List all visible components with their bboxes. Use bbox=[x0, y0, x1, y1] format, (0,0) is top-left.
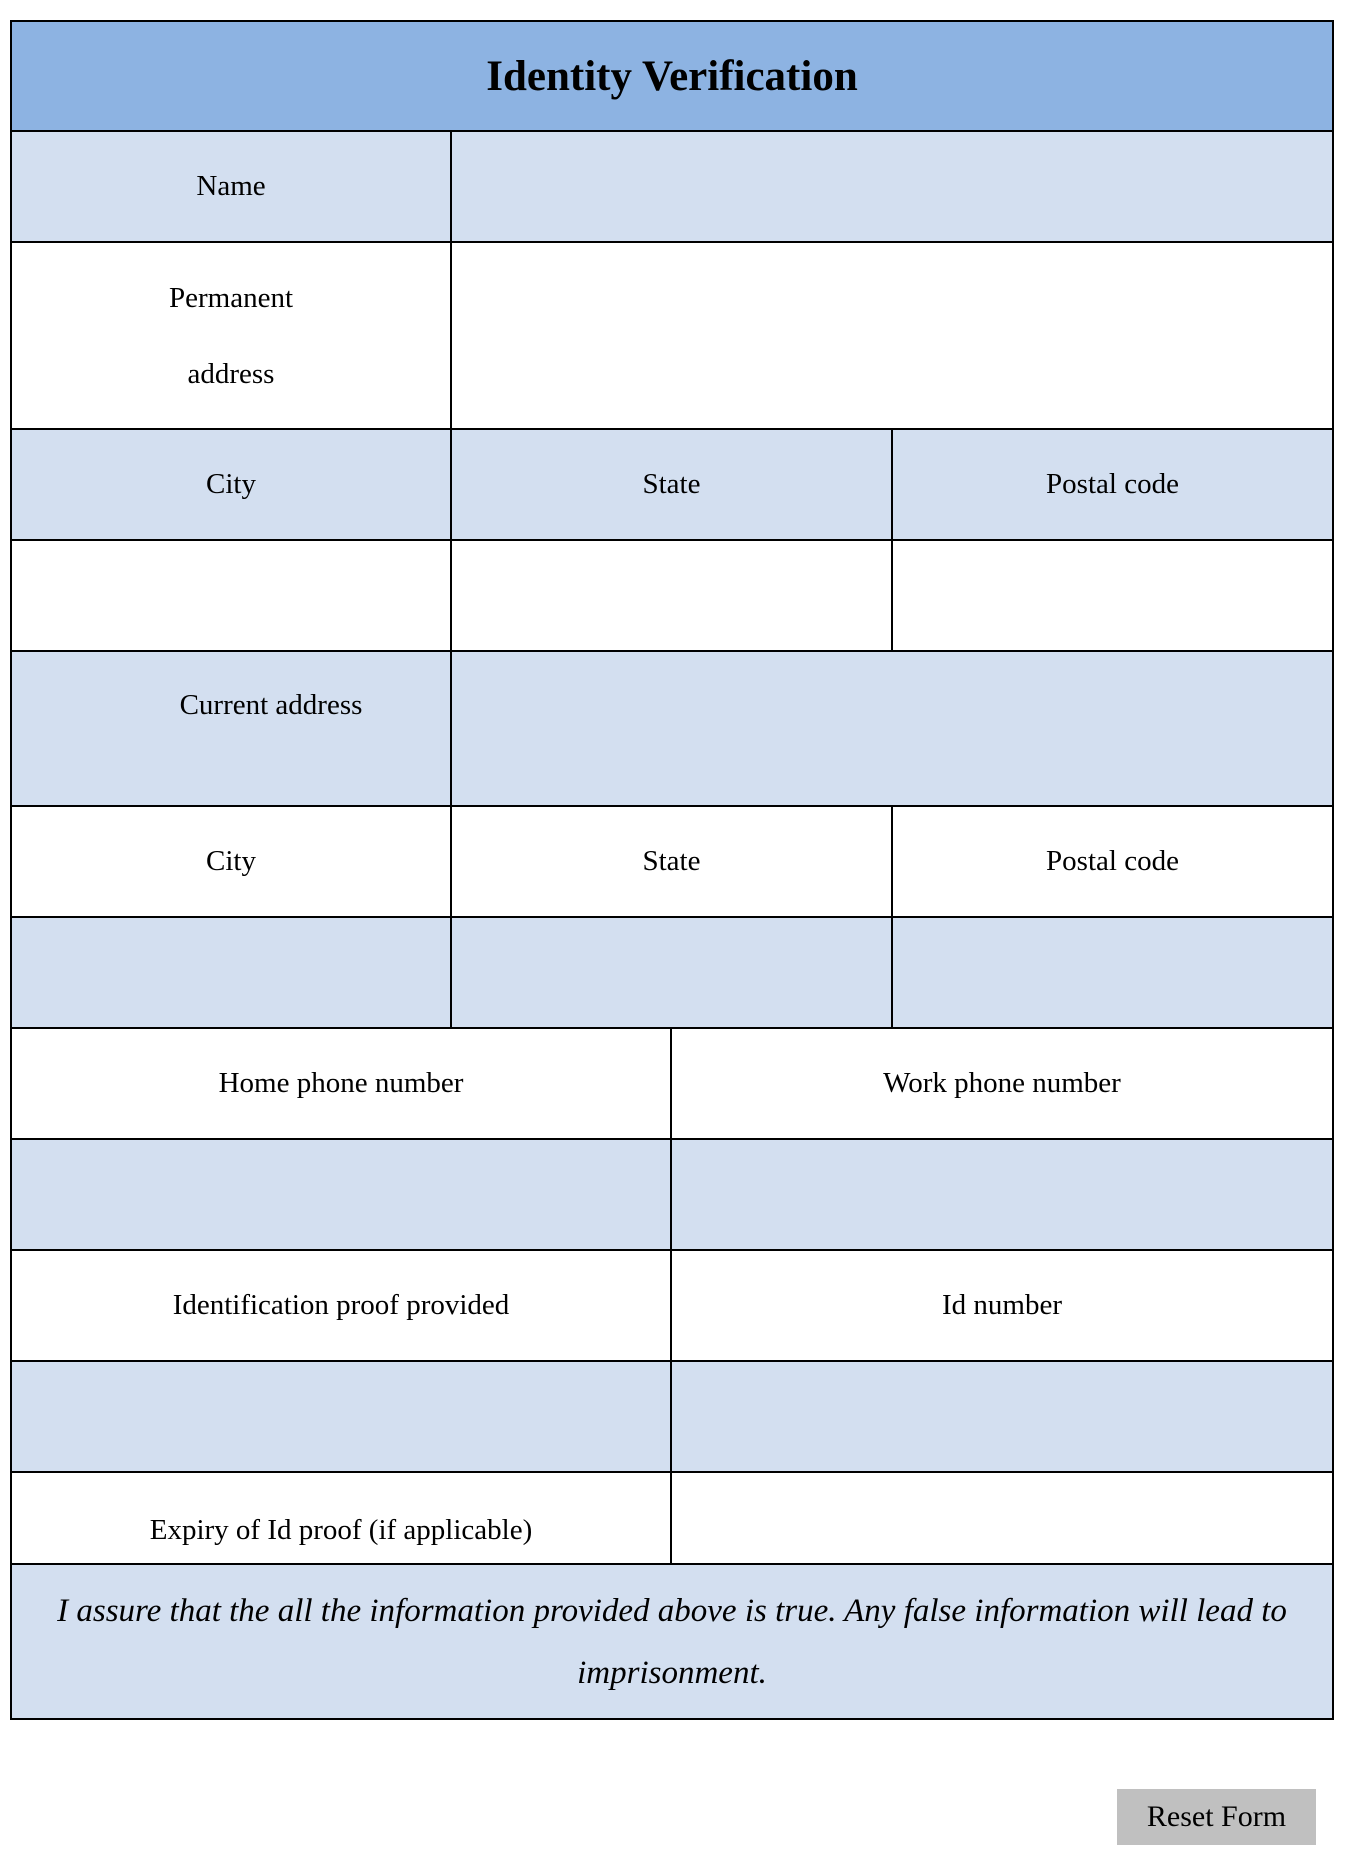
permanent-address-label-line1: Permanent bbox=[168, 281, 293, 314]
current-address-label: Current address bbox=[10, 652, 452, 807]
form-title: Identity Verification bbox=[10, 20, 1334, 132]
identity-verification-form bbox=[10, 20, 1334, 1720]
current-address-field[interactable] bbox=[452, 652, 1334, 807]
current-city-label: City bbox=[10, 807, 452, 918]
permanent-city-field[interactable] bbox=[10, 541, 452, 652]
work-phone-field[interactable] bbox=[672, 1140, 1334, 1251]
expiry-label: Expiry of Id proof (if applicable) bbox=[10, 1473, 672, 1565]
permanent-state-field[interactable] bbox=[452, 541, 893, 652]
permanent-state-label: State bbox=[452, 430, 893, 541]
current-state-label: State bbox=[452, 807, 893, 918]
permanent-postal-code-field[interactable] bbox=[893, 541, 1334, 652]
permanent-postal-code-label: Postal code bbox=[893, 430, 1334, 541]
work-phone-label: Work phone number bbox=[672, 1029, 1334, 1140]
name-label: Name bbox=[10, 132, 452, 243]
expiry-field[interactable] bbox=[672, 1473, 1334, 1565]
current-postal-code-label: Postal code bbox=[893, 807, 1334, 918]
declaration-text: I assure that the all the information provided above is true. Any false information will lead to imprisonment. bbox=[10, 1565, 1334, 1720]
name-field[interactable] bbox=[452, 132, 1334, 243]
permanent-address-field[interactable] bbox=[452, 243, 1334, 430]
permanent-city-label: City bbox=[10, 430, 452, 541]
id-proof-label: Identification proof provided bbox=[10, 1251, 672, 1362]
permanent-address-label bbox=[10, 243, 452, 430]
reset-form-button[interactable]: Reset Form bbox=[1117, 1789, 1316, 1845]
current-state-field[interactable] bbox=[452, 918, 893, 1029]
home-phone-field[interactable] bbox=[10, 1140, 672, 1251]
id-number-label: Id number bbox=[672, 1251, 1334, 1362]
current-city-field[interactable] bbox=[10, 918, 452, 1029]
id-proof-field[interactable] bbox=[10, 1362, 672, 1473]
permanent-address-label-line2: address bbox=[187, 357, 275, 390]
id-number-field[interactable] bbox=[672, 1362, 1334, 1473]
current-postal-code-field[interactable] bbox=[893, 918, 1334, 1029]
home-phone-label: Home phone number bbox=[10, 1029, 672, 1140]
